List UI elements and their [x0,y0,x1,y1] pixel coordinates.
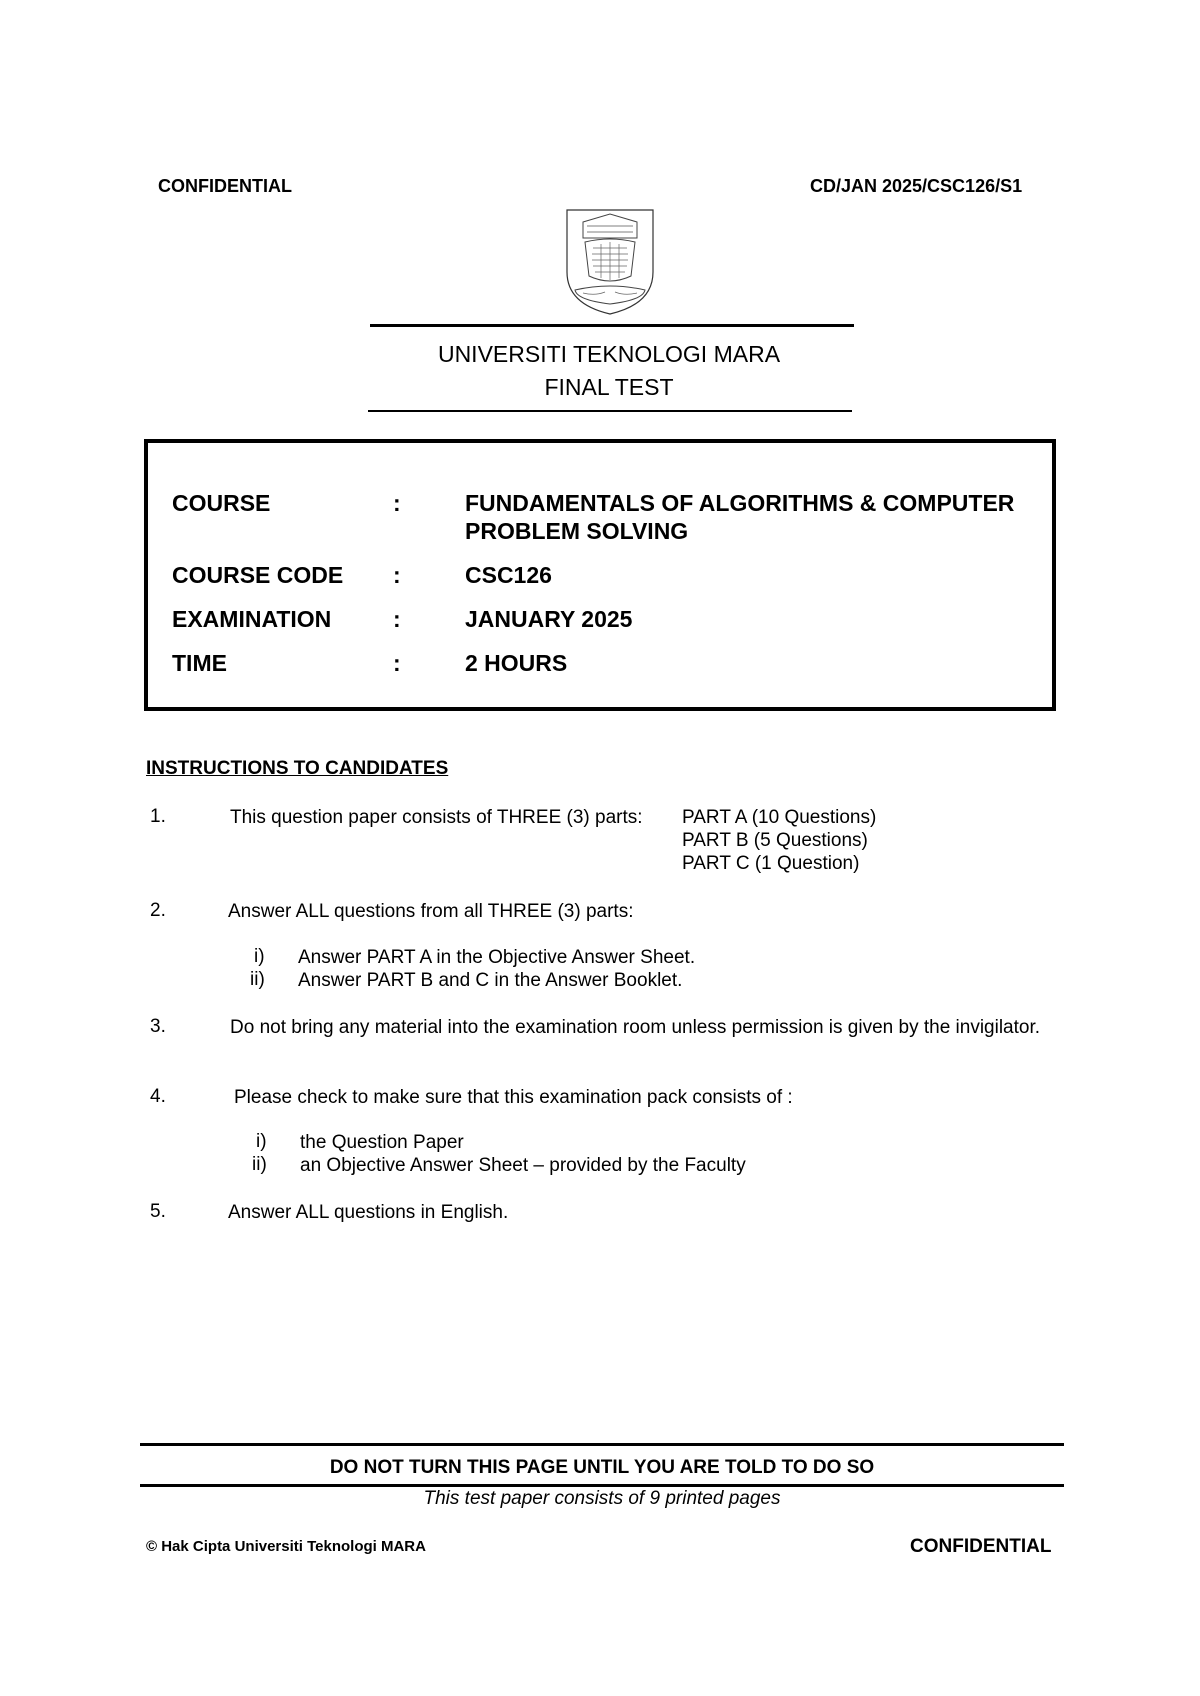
item-2-sub-2-number: ii) [250,969,265,990]
course-code-label: COURSE CODE [172,562,344,588]
item-4-text: Please check to make sure that this examination pack consists of : [234,1087,793,1108]
footer-rule-bottom [140,1484,1064,1487]
item-4-sub-1-number: i) [256,1131,267,1152]
item-1-text: This question paper consists of THREE (3) parts: [230,807,643,828]
header-reference-code: CD/JAN 2025/CSC126/S1 [810,176,1023,196]
course-value: FUNDAMENTALS OF ALGORITHMS & COMPUTER PROBLEM SOLVING [465,490,1015,544]
time-value: 2 HOURS [465,650,568,676]
item-4-sub-2-text: an Objective Answer Sheet – provided by the Faculty [300,1155,746,1176]
title-block [368,338,850,404]
instructions-heading: INSTRUCTIONS TO CANDIDATES [146,758,449,779]
item-4-number: 4. [150,1086,166,1107]
test-title: FINAL TEST [544,374,674,400]
do-not-turn-warning: DO NOT TURN THIS PAGE UNTIL YOU ARE TOLD TO DO SO [329,1457,875,1478]
item-1-part-c: PART C (1 Question) [682,853,860,874]
item-4-sub-1-text: the Question Paper [300,1132,464,1153]
item-1-number: 1. [150,806,166,827]
time-label: TIME [172,650,227,676]
copyright-notice: © Hak Cipta Universiti Teknologi MARA [146,1538,426,1555]
header-confidential: CONFIDENTIAL [158,176,292,196]
item-2-sub-1-text: Answer PART A in the Objective Answer Sheet. [298,947,696,968]
footer-confidential: CONFIDENTIAL [910,1536,1052,1557]
item-2-sub-1-number: i) [254,946,265,967]
examination-value: JANUARY 2025 [465,606,633,632]
printed-pages-note: This test paper consists of 9 printed pages [423,1488,781,1509]
item-4-sub-2-number: ii) [252,1154,267,1175]
item-5-number: 5. [150,1201,166,1222]
item-2-number: 2. [150,900,166,921]
course-code-value: CSC126 [465,562,552,588]
course-colon: : [393,490,401,516]
course-label: COURSE [172,490,271,516]
time-colon: : [393,650,401,676]
item-1-part-a: PART A (10 Questions) [682,807,877,828]
item-3-number: 3. [150,1016,166,1037]
uitm-crest-icon [565,208,655,316]
course-details-box [144,439,1056,711]
item-3-text: Do not bring any material into the examination room unless permission is given by the invigilator. [230,1017,1041,1038]
title-rule-bottom [368,410,852,412]
item-1-part-b: PART B (5 Questions) [682,830,868,851]
university-name: UNIVERSITI TEKNOLOGI MARA [437,341,781,367]
item-2-text: Answer ALL questions from all THREE (3) parts: [228,901,634,922]
item-2-sub-2-text: Answer PART B and C in the Answer Booklet. [298,970,683,991]
title-rule-top [370,324,854,327]
footer-rule-top [140,1443,1064,1446]
course-code-colon: : [393,562,401,588]
examination-label: EXAMINATION [172,606,332,632]
item-5-text: Answer ALL questions in English. [228,1202,509,1223]
examination-colon: : [393,606,401,632]
